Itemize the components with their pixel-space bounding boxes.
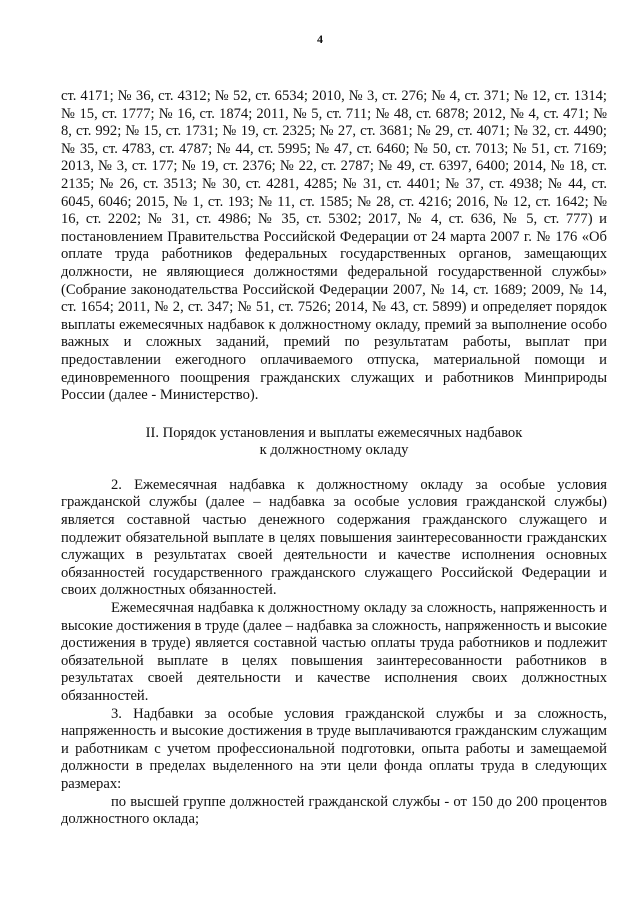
section-heading-line-1: II. Порядок установления и выплаты ежемесячных надбавок [145,424,523,441]
section-heading [61,425,607,460]
page-number: 4 [317,32,323,46]
paragraph-2b: Ежемесячная надбавка к должностному окладу за сложность, напряженность и высокие достижения в труде (далее – надбавка за сложность, напряженность и высокие достижения в труде) является составной частью оплаты труда работников и подлежит обязательной выплате в целях повышения заинтересованности работников в результатах своей деятельности и качестве исполнения своих должностных обязанностей. [61,600,607,704]
paragraph-3: 3. Надбавки за особые условия гражданской службы и за сложность, напряженность и высокие достижения в труде выплачиваются гражданским служащим и работникам с учетом профессиональной подготовки, опыта работы и замещаемой должности в пределах выделенного на эти цели фонда оплаты труда в следующих размерах: [61,705,607,792]
section-heading-line-2: к должностному окладу [259,442,409,459]
intro-paragraph: ст. 4171; № 36, ст. 4312; № 52, ст. 6534; 2010, № 3, ст. 276; № 4, ст. 371; № 12, ст. 1314; № 15, ст. 1777; № 16, ст. 1874; 2011, № 5, ст. 711; № 48, ст. 6878; 2012, № 4, ст. 471; № 8, ст. 992; № 15, ст. 1731; № 19, ст. 2325; № 27, ст. 3681; № 29, ст. 4071; № 32, ст. 4490; № 35, ст. 4783, ст. 4787; № 44, ст. 5995; № 47, ст. 6460; № 50, ст. 7013; № 51, ст. 7169; 2013, № 3, ст. 177; № 19, ст. 2376; № 22, ст. 2787; № 49, ст. 6397, 6400; 2014, № 18, ст. 2135; № 26, ст. 3513; № 30, ст. 4281, 4285; № 31, ст. 4401; № 37, ст. 4938; № 44, ст. 6045, 6046; 2015, № 1, ст. 193; № 11, ст. 1585; № 28, ст. 4216; 2016, № 12, ст. 1642; № 16, ст. 2202; № 31, ст. 4986; № 35, ст. 5302; 2017, № 4, ст. 636, № 5, ст. 777) и постановлением Правительства Российской Федерации от 24 марта 2007 г. № 176 «Об оплате труда работников федеральных государственных органов, замещающих должности, не являющиеся должностями федеральной государственной службы» (Собрание законодательства Российской Федерации 2007, № 14, ст. 1689; 2009, № 14, ст. 1654; 2011, № 2, ст. 347; № 51, ст. 7526; 2014, № 43, ст. 5899) и определяет порядок выплаты ежемесячных надбавок к должностному окладу, премий за выполнение особо важных и сложных заданий, премий по результатам работы, выплат при предоставлении ежегодного оплачиваемого отпуска, материальной помощи и единовременного поощрения гражданских служащих и работников Минприроды России (далее - Министерство). [61,88,607,404]
document-body [61,88,607,829]
paragraph-2: 2. Ежемесячная надбавка к должностному окладу за особые условия гражданской службы (далее – надбавка за особые условия гражданской службы) является составной частью денежного содержания гражданского служащего и подлежит обязательной выплате в целях повышения заинтересованности гражданских служащих в результатах своей деятельности и качестве исполнения основных обязанностей государственного гражданского служащего Российской Федерации и своих должностных обязанностей. [61,476,607,599]
paragraph-4: по высшей группе должностей гражданской службы - от 150 до 200 процентов должностного оклада; [61,793,607,828]
